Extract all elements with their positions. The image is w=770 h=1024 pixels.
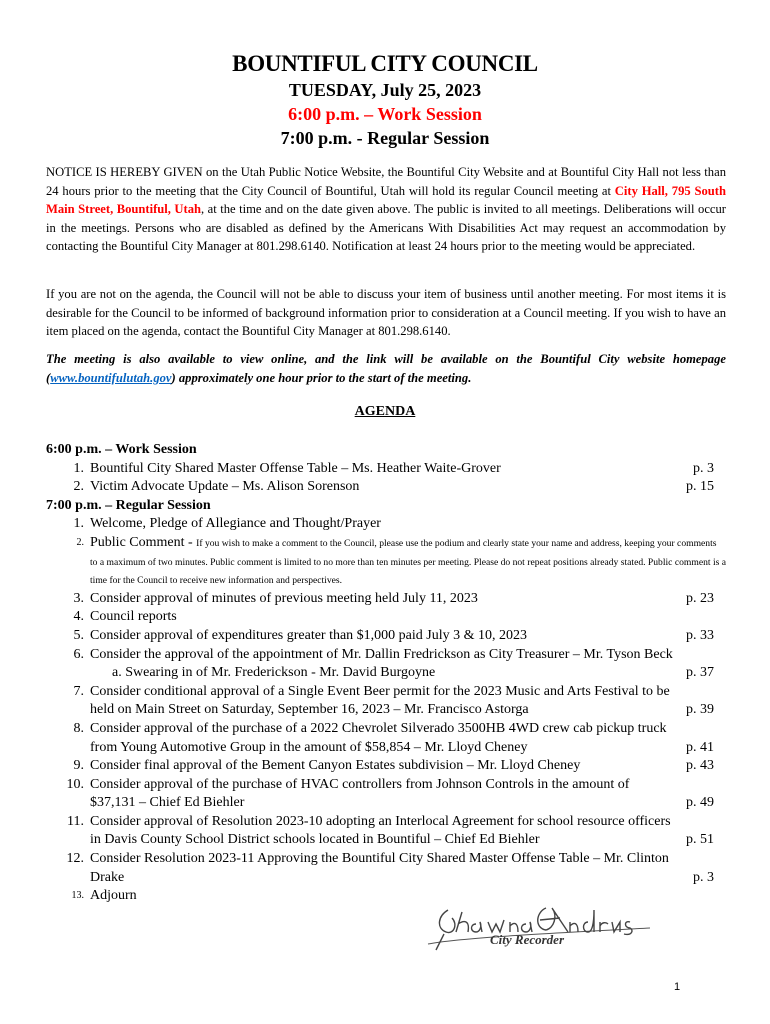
work-session-heading: 6:00 p.m. – Work Session <box>46 442 197 457</box>
agenda-item <box>46 515 726 534</box>
agenda-item <box>46 813 726 850</box>
item-text: Adjourn <box>90 888 137 904</box>
sub-item-text: Swearing in of Mr. Frederickson - Mr. David Burgoyne <box>125 665 436 681</box>
item-number: 11. <box>67 813 84 829</box>
agenda-item <box>46 776 726 813</box>
agenda-item <box>46 720 726 757</box>
agenda-item <box>46 850 726 887</box>
online-viewing-paragraph <box>46 350 726 387</box>
item-number: 13. <box>71 890 84 902</box>
agenda-title: AGENDA <box>354 404 416 419</box>
item-number: 1. <box>73 516 84 532</box>
item-text: Public Comment - <box>90 534 197 550</box>
item-number: 2. <box>73 479 84 495</box>
item-page-ref: p. 33 <box>686 627 714 643</box>
agenda-item <box>46 478 726 497</box>
item-number: 8. <box>73 720 84 736</box>
agenda-request-paragraph: If you are not on the agenda, the Council will not be able to discuss your item of business until another meeting. For most items it is desirable for the Council to be informed of background information prior to consideration at a Council meeting. If you wish to have an item placed on the agenda, contact the Bountiful City Manager at 801.298.6140. <box>46 287 726 339</box>
item-text: Consider approval of the purchase of a 2022 Chevrolet Silverado 3500HB 4WD crew cab pickup truck from Young Automotive Group in the amount of $58,854 – Mr. Lloyd Cheney <box>90 720 667 755</box>
agenda-sub-item <box>46 664 726 683</box>
item-text: Consider conditional approval of a Single Event Beer permit for the 2023 Music and Arts Festival to be held on Main Street on Saturday, September 16, 2023 – Mr. Francisco Astorga <box>90 683 670 718</box>
item-page-ref: p. 23 <box>686 590 714 606</box>
item-page-ref: p. 3 <box>693 460 714 476</box>
notice-text-a: NOTICE IS HEREBY GIVEN on the Utah Public Notice Website, the Bountiful City Website and at Bountiful City Hall not less than 24 hours prior to the meeting that the City Council of Bountiful, Utah will hold its regular Council meeting at <box>46 165 726 198</box>
sub-item-letter: a. <box>112 665 122 681</box>
item-page-ref: p. 49 <box>686 795 714 811</box>
item-text: Bountiful City Shared Master Offense Table – Ms. Heather Waite-Grover <box>90 460 501 476</box>
item-number: 3. <box>73 590 84 606</box>
item-page-ref: p. 43 <box>686 758 714 774</box>
item-page-ref: p. 39 <box>686 702 714 718</box>
council-title: BOUNTIFUL CITY COUNCIL <box>232 51 538 76</box>
item-number: 10. <box>66 776 84 792</box>
item-number: 6. <box>73 646 84 662</box>
item-page-ref: p. 41 <box>686 739 714 755</box>
agenda-item <box>46 757 726 776</box>
agenda-list <box>46 441 726 906</box>
item-number: 2. <box>76 536 84 548</box>
meeting-header <box>0 50 770 150</box>
item-number: 1. <box>73 460 84 476</box>
item-text: Council reports <box>90 609 177 625</box>
item-page-ref: p. 3 <box>693 869 714 885</box>
online-text-a: The meeting is also available to view online, and the link will be available on the Bountiful City website homepage ( <box>46 352 726 385</box>
public-comment-detail: If you wish to make a comment to the Council, please use the podium and clearly state your name and address, keeping your comments to a maximum of two minutes. Public comment is limited to no more than ten minutes per meeting. Please do not repeat positions already stated. Public comment is a time for the Council to receive new information and perspectives. <box>90 537 726 587</box>
public-notice-paragraph <box>46 163 726 256</box>
item-text: Consider Resolution 2023-11 Approving the Bountiful City Shared Master Offense Table – Mr. Clinton Drake <box>90 851 669 885</box>
agenda-item <box>46 608 726 627</box>
signer-role: City Recorder <box>490 932 565 947</box>
item-page-ref: p. 37 <box>686 665 714 681</box>
agenda-item <box>46 646 726 665</box>
item-number: 9. <box>73 758 84 774</box>
item-page-ref: p. 15 <box>686 479 714 495</box>
page-number: 1 <box>674 981 681 993</box>
online-text-b: ) approximately one hour prior to the start of the meeting. <box>171 370 472 385</box>
item-number: 12. <box>66 851 84 867</box>
item-text: Consider approval of Resolution 2023-10 adopting an Interlocal Agreement for school resource officers in Davis County School District schools located in Bountiful – Chief Ed Biehler <box>90 813 671 848</box>
item-number: 7. <box>73 683 84 699</box>
meeting-location: City Hall, 795 South Main Street, Bountiful, Utah <box>46 183 726 217</box>
item-text: Consider the approval of the appointment of Mr. Dallin Fredrickson as City Treasurer – Mr. Tyson Beck <box>90 646 673 662</box>
agenda-item <box>46 683 726 720</box>
meeting-date: TUESDAY, July 25, 2023 <box>288 80 482 100</box>
item-text: Consider approval of expenditures greater than $1,000 paid July 3 & 10, 2023 <box>90 627 528 643</box>
item-text: Welcome, Pledge of Allegiance and Thought/Prayer <box>90 516 381 532</box>
city-website-link[interactable]: www.bountifulutah.gov <box>50 370 172 385</box>
regular-session-heading: 7:00 p.m. – Regular Session <box>46 497 211 513</box>
work-session-time: 6:00 p.m. – Work Session <box>288 104 482 124</box>
item-page-ref: p. 51 <box>686 832 714 848</box>
agenda-item-public-comment <box>46 534 726 590</box>
regular-session-time: 7:00 p.m. - Regular Session <box>280 128 490 148</box>
item-text: Consider final approval of the Bement Canyon Estates subdivision – Mr. Lloyd Cheney <box>90 758 581 774</box>
item-text: Consider approval of minutes of previous meeting held July 11, 2023 <box>90 590 478 606</box>
agenda-item <box>46 627 726 646</box>
item-text: Victim Advocate Update – Ms. Alison Sorenson <box>90 479 360 495</box>
notice-text-b: , at the time and on the date given above. The public is invited to all meetings. Deliberations will occur in the meetings. Persons who are disabled as defined by the Americans With Disabilities Act may request an accommodation by contacting the Bountiful City Manager at 801.298.6140. Notification at least 24 hours prior to the meeting would be appreciated. <box>46 202 726 254</box>
item-text: Consider approval of the purchase of HVAC controllers from Johnson Controls in the amount of $37,131 – Chief Ed Biehler <box>90 776 630 811</box>
item-number: 5. <box>73 627 84 643</box>
agenda-item <box>46 590 726 609</box>
item-number: 4. <box>73 609 84 625</box>
agenda-item <box>46 460 726 479</box>
